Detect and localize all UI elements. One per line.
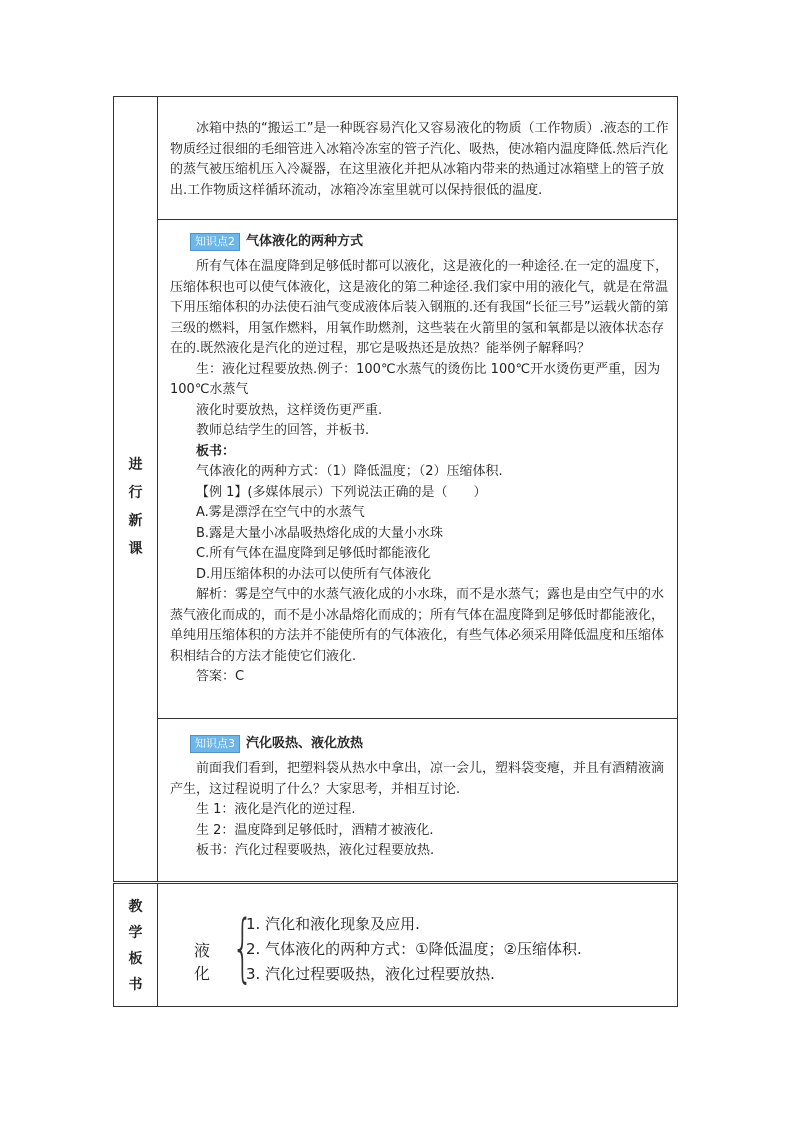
kp2-badge: 知识点2 — [190, 233, 240, 251]
example-option: C.所有气体在温度降到足够低时都能液化 — [196, 546, 431, 561]
board-item: 1. 汽化和液化现象及应用. — [246, 915, 420, 933]
kp2-paragraph: 所有气体在温度降到足够低时都可以液化，这是液化的一种途径.在一定的温度下，压缩体积也可以使气体液化，这是液化的第二种途径.我们家中用的液化气，就是在常温下用压缩体积的办法使石油气变成液体后装入钢瓶的.还有我国“长征三号”运载火箭的第三级的燃料，用氢作燃料，用氧作助燃剂，这些装在火箭里的氢和氧都是以液体状态存在的.既然液化是汽化的逆过程，那它是吸热还是放热？能举例子解释吗？ — [170, 259, 669, 356]
example-answer: 答案：C — [196, 669, 245, 684]
example-option: D.用压缩体积的办法可以使所有气体液化 — [196, 566, 432, 582]
row-divider — [157, 718, 677, 719]
kp2-header — [190, 231, 670, 253]
section-label — [114, 451, 157, 563]
kp3-board: 板书：汽化过程要吸热，液化过程要放热. — [196, 843, 435, 858]
board-section-label — [114, 894, 157, 998]
knowledge-point-3 — [170, 733, 670, 862]
kp2-student-answer: 生：液化过程要放热.例子：100℃水蒸气的烫伤比 100℃开水烫伤更严重，因为 100℃水蒸气 — [170, 361, 661, 397]
kp2-title: 气体液化的两种方式 — [246, 233, 364, 249]
kp3-paragraph: 前面我们看到，把塑料袋从热水中拿出，凉一会儿，塑料袋变瘪，并且有酒精液滴产生，这过程说明了什么？大家思考，并相互讨论. — [170, 761, 665, 797]
board-table — [113, 883, 678, 1007]
row-divider — [157, 219, 677, 220]
board-section-label-text: 教学板书 — [128, 899, 143, 993]
column-divider — [157, 97, 158, 881]
kp3-header — [190, 733, 670, 755]
kp3-badge: 知识点3 — [190, 735, 240, 753]
kp2-board-label: 板书： — [196, 443, 236, 459]
kp2-board-content: 气体液化的两种方式：（1）降低温度；（2）压缩体积. — [196, 464, 503, 479]
lesson-table — [113, 96, 678, 882]
kp3-title: 汽化吸热、液化放热 — [246, 735, 364, 751]
column-divider — [157, 884, 158, 1006]
kp2-line: 教师总结学生的回答，并板书. — [196, 423, 370, 438]
knowledge-point-2 — [170, 231, 670, 688]
intro-cell — [170, 119, 670, 201]
brace-icon: { — [232, 905, 254, 991]
board-item: 2. 气体液化的两种方式：①降低温度；②压缩体积. — [246, 940, 582, 958]
board-item: 3. 汽化过程要吸热，液化过程要放热. — [246, 965, 495, 983]
intro-paragraph: 冰箱中热的“搬运工”是一种既容易汽化又容易液化的物质（工作物质）.液态的工作物质经过很细的毛细管进入冰箱冷冻室的管子汽化、吸热，使冰箱内温度降低.然后汽化的蒸气被压缩机压入冷凝器，在这里液化并把从冰箱内带来的热通过冰箱壁上的管子放出.工作物质这样循环流动，冰箱冷冻室里就可以保持很低的温度. — [170, 121, 669, 198]
example-option: A.雾是漂浮在空气中的水蒸气 — [196, 505, 365, 520]
example-option: B.露是大量小冰晶吸热熔化成的大量小水珠 — [196, 525, 444, 541]
kp2-line: 液化时要放热，这样烫伤更严重. — [196, 402, 383, 418]
kp3-student-1: 生 1：液化是汽化的逆过程. — [196, 802, 356, 817]
example-analysis: 解析：雾是空气中的水蒸气液化成的小水珠，而不是水蒸气；露也是由空气中的水蒸气液化而成的，而不是小冰晶熔化而成的；所有气体在温度降到足够低时都能液化，单纯用压缩体积的方法并不能使所有的气体液化，有些气体必须采用降低温度和压缩体积相结合的方法才能使它们液化. — [170, 587, 665, 664]
kp3-student-2: 生 2：温度降到足够低时，酒精才被液化. — [196, 822, 434, 838]
example-question: 【例 1】(多媒体展示）下列说法正确的是（ ） — [196, 484, 487, 500]
section-label-text: 进行新课 — [128, 457, 143, 557]
board-word: 液化 — [194, 941, 211, 983]
